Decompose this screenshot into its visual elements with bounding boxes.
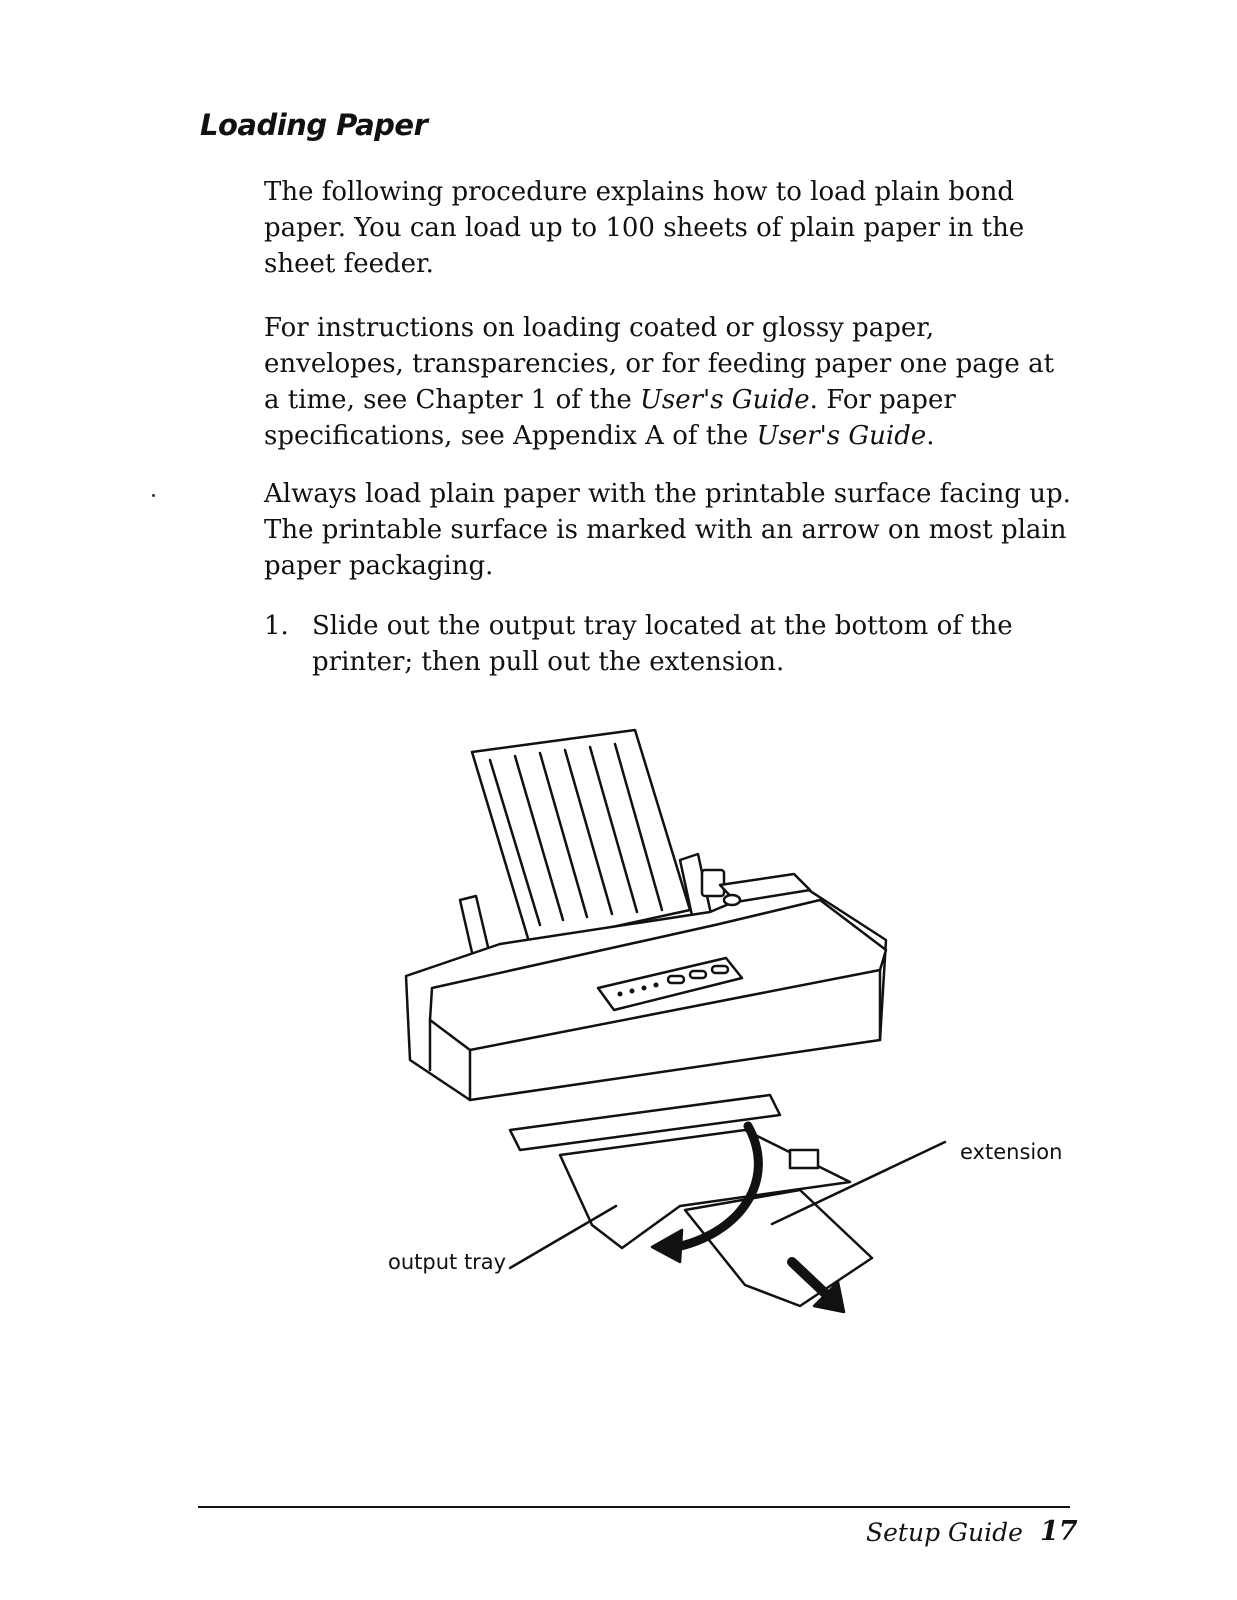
scan-speck <box>152 494 155 497</box>
p2-text-1: For instructions on loading coated or glossy paper, envelopes, transparencies, or for feeding paper one page at a time, see Chapter 1 of the <box>264 313 1055 415</box>
printer-illustration <box>380 720 1080 1320</box>
section-heading: Loading Paper <box>200 108 428 142</box>
feeder-knob <box>702 870 724 896</box>
printer-button <box>724 895 740 905</box>
control-button <box>668 976 684 983</box>
control-button <box>690 971 706 978</box>
step-text: Slide out the output tray located at the bottom of the printer; then pull out the extension. <box>312 611 1013 677</box>
output-tray-leader <box>510 1206 616 1268</box>
output-tray-callout: output tray <box>388 1250 507 1274</box>
control-button <box>712 966 728 973</box>
tray-extension <box>685 1190 872 1306</box>
extension-callout: extension <box>960 1140 1063 1164</box>
users-guide-reference: User's Guide <box>639 385 810 415</box>
p2-text-3: . <box>926 421 935 451</box>
page-number: 17 <box>1040 1516 1078 1547</box>
instructions-paragraph <box>264 310 1074 454</box>
footer-rule <box>198 1506 1070 1508</box>
surface-paragraph: Always load plain paper with the printable surface facing up. The printable surface is marked with an arrow on most plain paper packaging. <box>264 479 1071 581</box>
step-number: 1. <box>264 611 289 641</box>
tray-tab <box>790 1150 818 1168</box>
footer-title: Setup Guide <box>866 1518 1023 1547</box>
users-guide-reference: User's Guide <box>756 421 927 451</box>
curved-arrow-head <box>652 1230 682 1262</box>
p2-text-2: . For paper specifications, see Appendix A of the <box>264 385 956 451</box>
paper-support <box>472 730 690 945</box>
intro-paragraph: The following procedure explains how to load plain bond paper. You can load up to 100 sheets of plain paper in the sheet feeder. <box>264 177 1025 279</box>
